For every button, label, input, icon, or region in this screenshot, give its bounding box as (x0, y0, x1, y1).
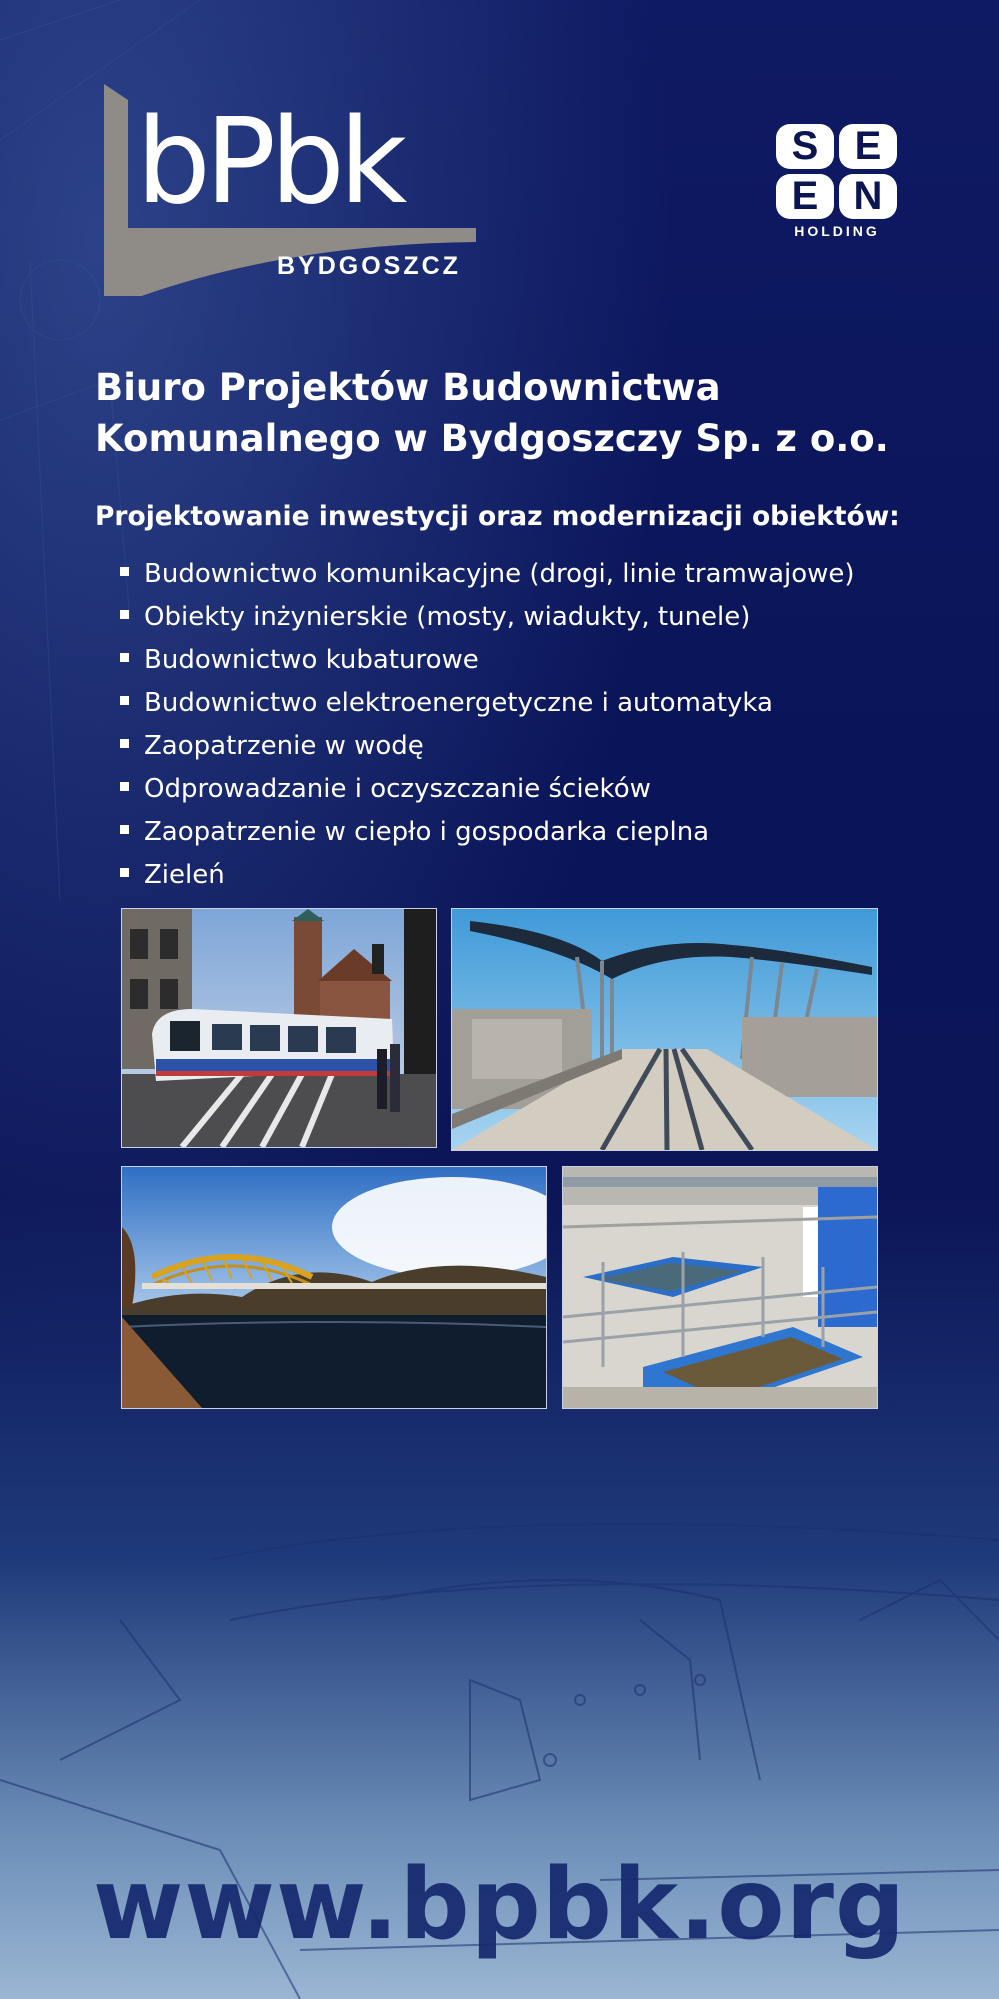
seen-letter: E (839, 124, 897, 169)
photo-treatment-plant (562, 1166, 878, 1409)
bullet-icon (120, 567, 129, 576)
list-item (120, 685, 855, 728)
list-item (120, 814, 855, 857)
bullet-icon (120, 868, 129, 877)
seen-letter: S (776, 124, 834, 169)
seen-holding-label: HOLDING (794, 223, 880, 239)
company-name-line-2: Komunalnego w Bydgoszczy Sp. z o.o. (95, 417, 889, 460)
website-url[interactable]: www.bpbk.org (92, 1848, 907, 1962)
service-label: Zieleń (144, 860, 225, 890)
list-item (120, 556, 855, 599)
photo-tram-street (121, 908, 437, 1148)
bullet-icon (120, 739, 129, 748)
service-label: Budownictwo komunikacyjne (drogi, linie tramwajowe) (144, 559, 855, 589)
company-name (95, 362, 975, 464)
seen-letter: N (839, 174, 897, 219)
list-item (120, 642, 855, 685)
service-label: Budownictwo elektroenergetyczne i automatyka (144, 688, 773, 718)
seen-letter-grid (776, 124, 898, 219)
services-heading: Projektowanie inwestycji oraz modernizacji obiektów: (95, 501, 900, 532)
list-item (120, 857, 855, 900)
logo-city: BYDGOSZCZ (277, 252, 461, 280)
service-label: Budownictwo kubaturowe (144, 645, 479, 675)
company-name-line-1: Biuro Projektów Budownictwa (95, 366, 721, 409)
bullet-icon (120, 825, 129, 834)
photo-bridge-river (121, 1166, 547, 1409)
seen-holding-logo (776, 124, 898, 239)
list-item (120, 728, 855, 771)
service-label: Zaopatrzenie w wodę (144, 731, 424, 761)
service-label: Odprowadzanie i oczyszczanie ścieków (144, 774, 651, 804)
service-label: Zaopatrzenie w ciepło i gospodarka cieplna (144, 817, 710, 847)
service-label: Obiekty inżynierskie (mosty, wiadukty, tunele) (144, 602, 751, 632)
list-item (120, 771, 855, 814)
bullet-icon (120, 782, 129, 791)
bullet-icon (120, 696, 129, 705)
bullet-icon (120, 610, 129, 619)
logo-wordmark: bPbk (136, 92, 402, 230)
photo-station-rendering (451, 908, 878, 1151)
bullet-icon (120, 653, 129, 662)
seen-letter: E (776, 174, 834, 219)
services-list (120, 556, 855, 900)
list-item (120, 599, 855, 642)
